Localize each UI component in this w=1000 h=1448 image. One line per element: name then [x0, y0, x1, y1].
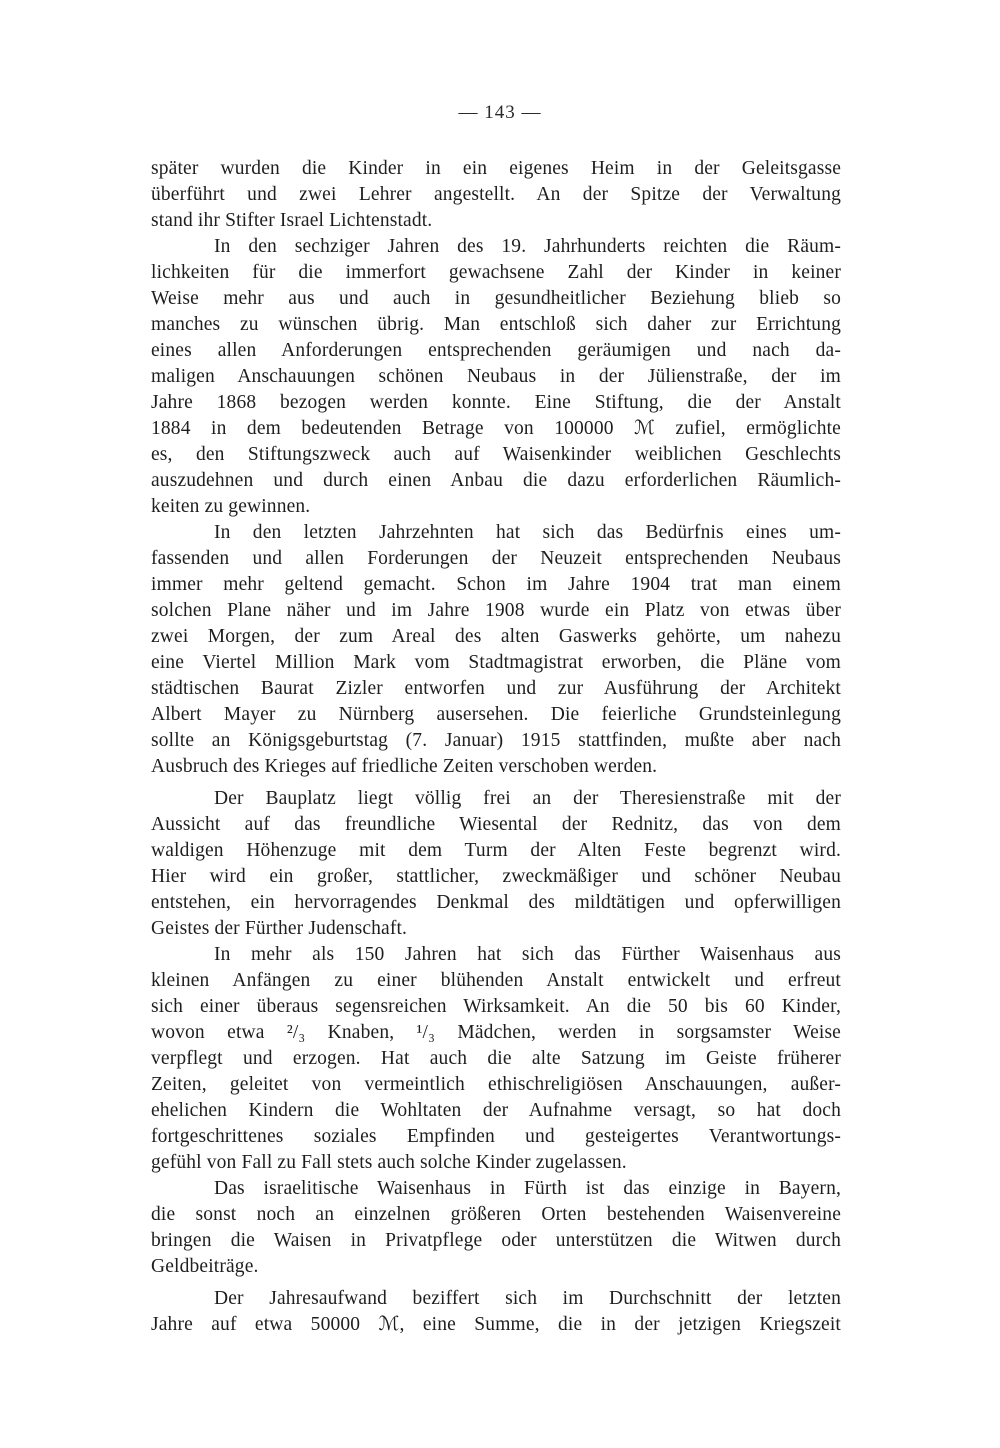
text-line: Jahre auf etwa 50000 ℳ, eine Summe, die in der jetzigen Kriegszeit	[151, 1314, 841, 1335]
text-line: wovon etwa ²/₃ Knaben, ¹/₃ Mädchen, werden in sorgsamster Weise	[151, 1022, 841, 1043]
text-line: kleinen Anfängen zu einer blühenden Anstalt entwickelt und erfreut	[151, 970, 841, 991]
text-line: Zeiten, geleitet von vermeintlich ethischreligiösen Anschauungen, außer-	[151, 1074, 841, 1095]
text-line: Jahre 1868 bezogen werden konnte. Eine Stiftung, die der Anstalt	[151, 392, 841, 413]
text-line: Aussicht auf das freundliche Wiesental der Rednitz, das von dem	[151, 814, 841, 835]
text-line: 1884 in dem bedeutenden Betrage von 100000 ℳ zufiel, ermöglichte	[151, 418, 841, 439]
text-line: eine Viertel Million Mark vom Stadtmagistrat erworben, die Pläne vom	[151, 652, 841, 673]
text-line: sich einer überaus segensreichen Wirksamkeit. An die 50 bis 60 Kinder,	[151, 996, 841, 1017]
text-line: es, den Stiftungszweck auch auf Waisenkinder weiblichen Geschlechts	[151, 444, 841, 465]
text-line: städtischen Baurat Zizler entworfen und zur Ausführung der Architekt	[151, 678, 841, 699]
text-line: verpflegt und erzogen. Hat auch die alte Satzung im Geiste früherer	[151, 1048, 841, 1069]
text-line: solchen Plane näher und im Jahre 1908 wurde ein Platz von etwas über	[151, 600, 841, 621]
text-line: gefühl von Fall zu Fall stets auch solche Kinder zugelassen.	[151, 1152, 627, 1173]
text-line: Der Jahresaufwand beziffert sich im Durchschnitt der letzten	[214, 1288, 841, 1309]
text-line: ehelichen Kindern die Wohltaten der Aufnahme versagt, so hat doch	[151, 1100, 841, 1121]
text-line: Weise mehr aus und auch in gesundheitlicher Beziehung blieb so	[151, 288, 841, 309]
body-text	[151, 156, 841, 1338]
text-line: Das israelitische Waisenhaus in Fürth ist das einzige in Bayern,	[214, 1178, 841, 1199]
text-line: sollte an Königsgeburtstag (7. Januar) 1915 stattfinden, mußte aber nach	[151, 730, 841, 751]
text-line: In den letzten Jahrzehnten hat sich das Bedürfnis eines um-	[214, 522, 841, 543]
text-line: eines allen Anforderungen entsprechenden geräumigen und nach da-	[151, 340, 841, 361]
text-line: bringen die Waisen in Privatpflege oder unterstützen die Witwen durch	[151, 1230, 841, 1251]
text-line: Der Bauplatz liegt völlig frei an der Theresienstraße mit der	[214, 788, 841, 809]
text-line: zwei Morgen, der zum Areal des alten Gaswerks gehörte, um nahezu	[151, 626, 841, 647]
text-line: entstehen, ein hervorragendes Denkmal des mildtätigen und opferwilligen	[151, 892, 841, 913]
text-line: immer mehr geltend gemacht. Schon im Jahre 1904 trat man einem	[151, 574, 841, 595]
text-line: die sonst noch an einzelnen größeren Orten bestehenden Waisenvereine	[151, 1204, 841, 1225]
text-line: später wurden die Kinder in ein eigenes Heim in der Geleitsgasse	[151, 158, 841, 179]
text-line: stand ihr Stifter Israel Lichtenstadt.	[151, 210, 433, 231]
text-line: überführt und zwei Lehrer angestellt. An der Spitze der Verwaltung	[151, 184, 841, 205]
page-number: — 143 —	[458, 102, 542, 123]
text-line: maligen Anschauungen schönen Neubaus in der Jülienstraße, der im	[151, 366, 841, 387]
text-line: Albert Mayer zu Nürnberg ausersehen. Die feierliche Grundsteinlegung	[151, 704, 841, 725]
text-line: manches zu wünschen übrig. Man entschloß sich daher zur Errichtung	[151, 314, 841, 335]
text-line: waldigen Höhenzuge mit dem Turm der Alten Feste begrenzt wird.	[151, 840, 841, 861]
text-line: keiten zu gewinnen.	[151, 496, 311, 517]
text-line: Geistes der Fürther Judenschaft.	[151, 918, 408, 939]
text-line: Ausbruch des Krieges auf friedliche Zeiten verschoben werden.	[151, 756, 658, 777]
text-line: In den sechziger Jahren des 19. Jahrhunderts reichten die Räum-	[214, 236, 841, 257]
text-line: Geldbeiträge.	[151, 1256, 259, 1277]
text-line: fortgeschrittenes soziales Empfinden und gesteigertes Verantwortungs-	[151, 1126, 841, 1147]
text-line: auszudehnen und durch einen Anbau die dazu erforderlichen Räumlich-	[151, 470, 841, 491]
text-line: Hier wird ein großer, stattlicher, zweckmäßiger und schöner Neubau	[151, 866, 841, 887]
text-line: In mehr als 150 Jahren hat sich das Fürther Waisenhaus aus	[214, 944, 841, 965]
text-line: lichkeiten für die immerfort gewachsene Zahl der Kinder in keiner	[151, 262, 841, 283]
text-line: fassenden und allen Forderungen der Neuzeit entsprechenden Neubaus	[151, 548, 841, 569]
